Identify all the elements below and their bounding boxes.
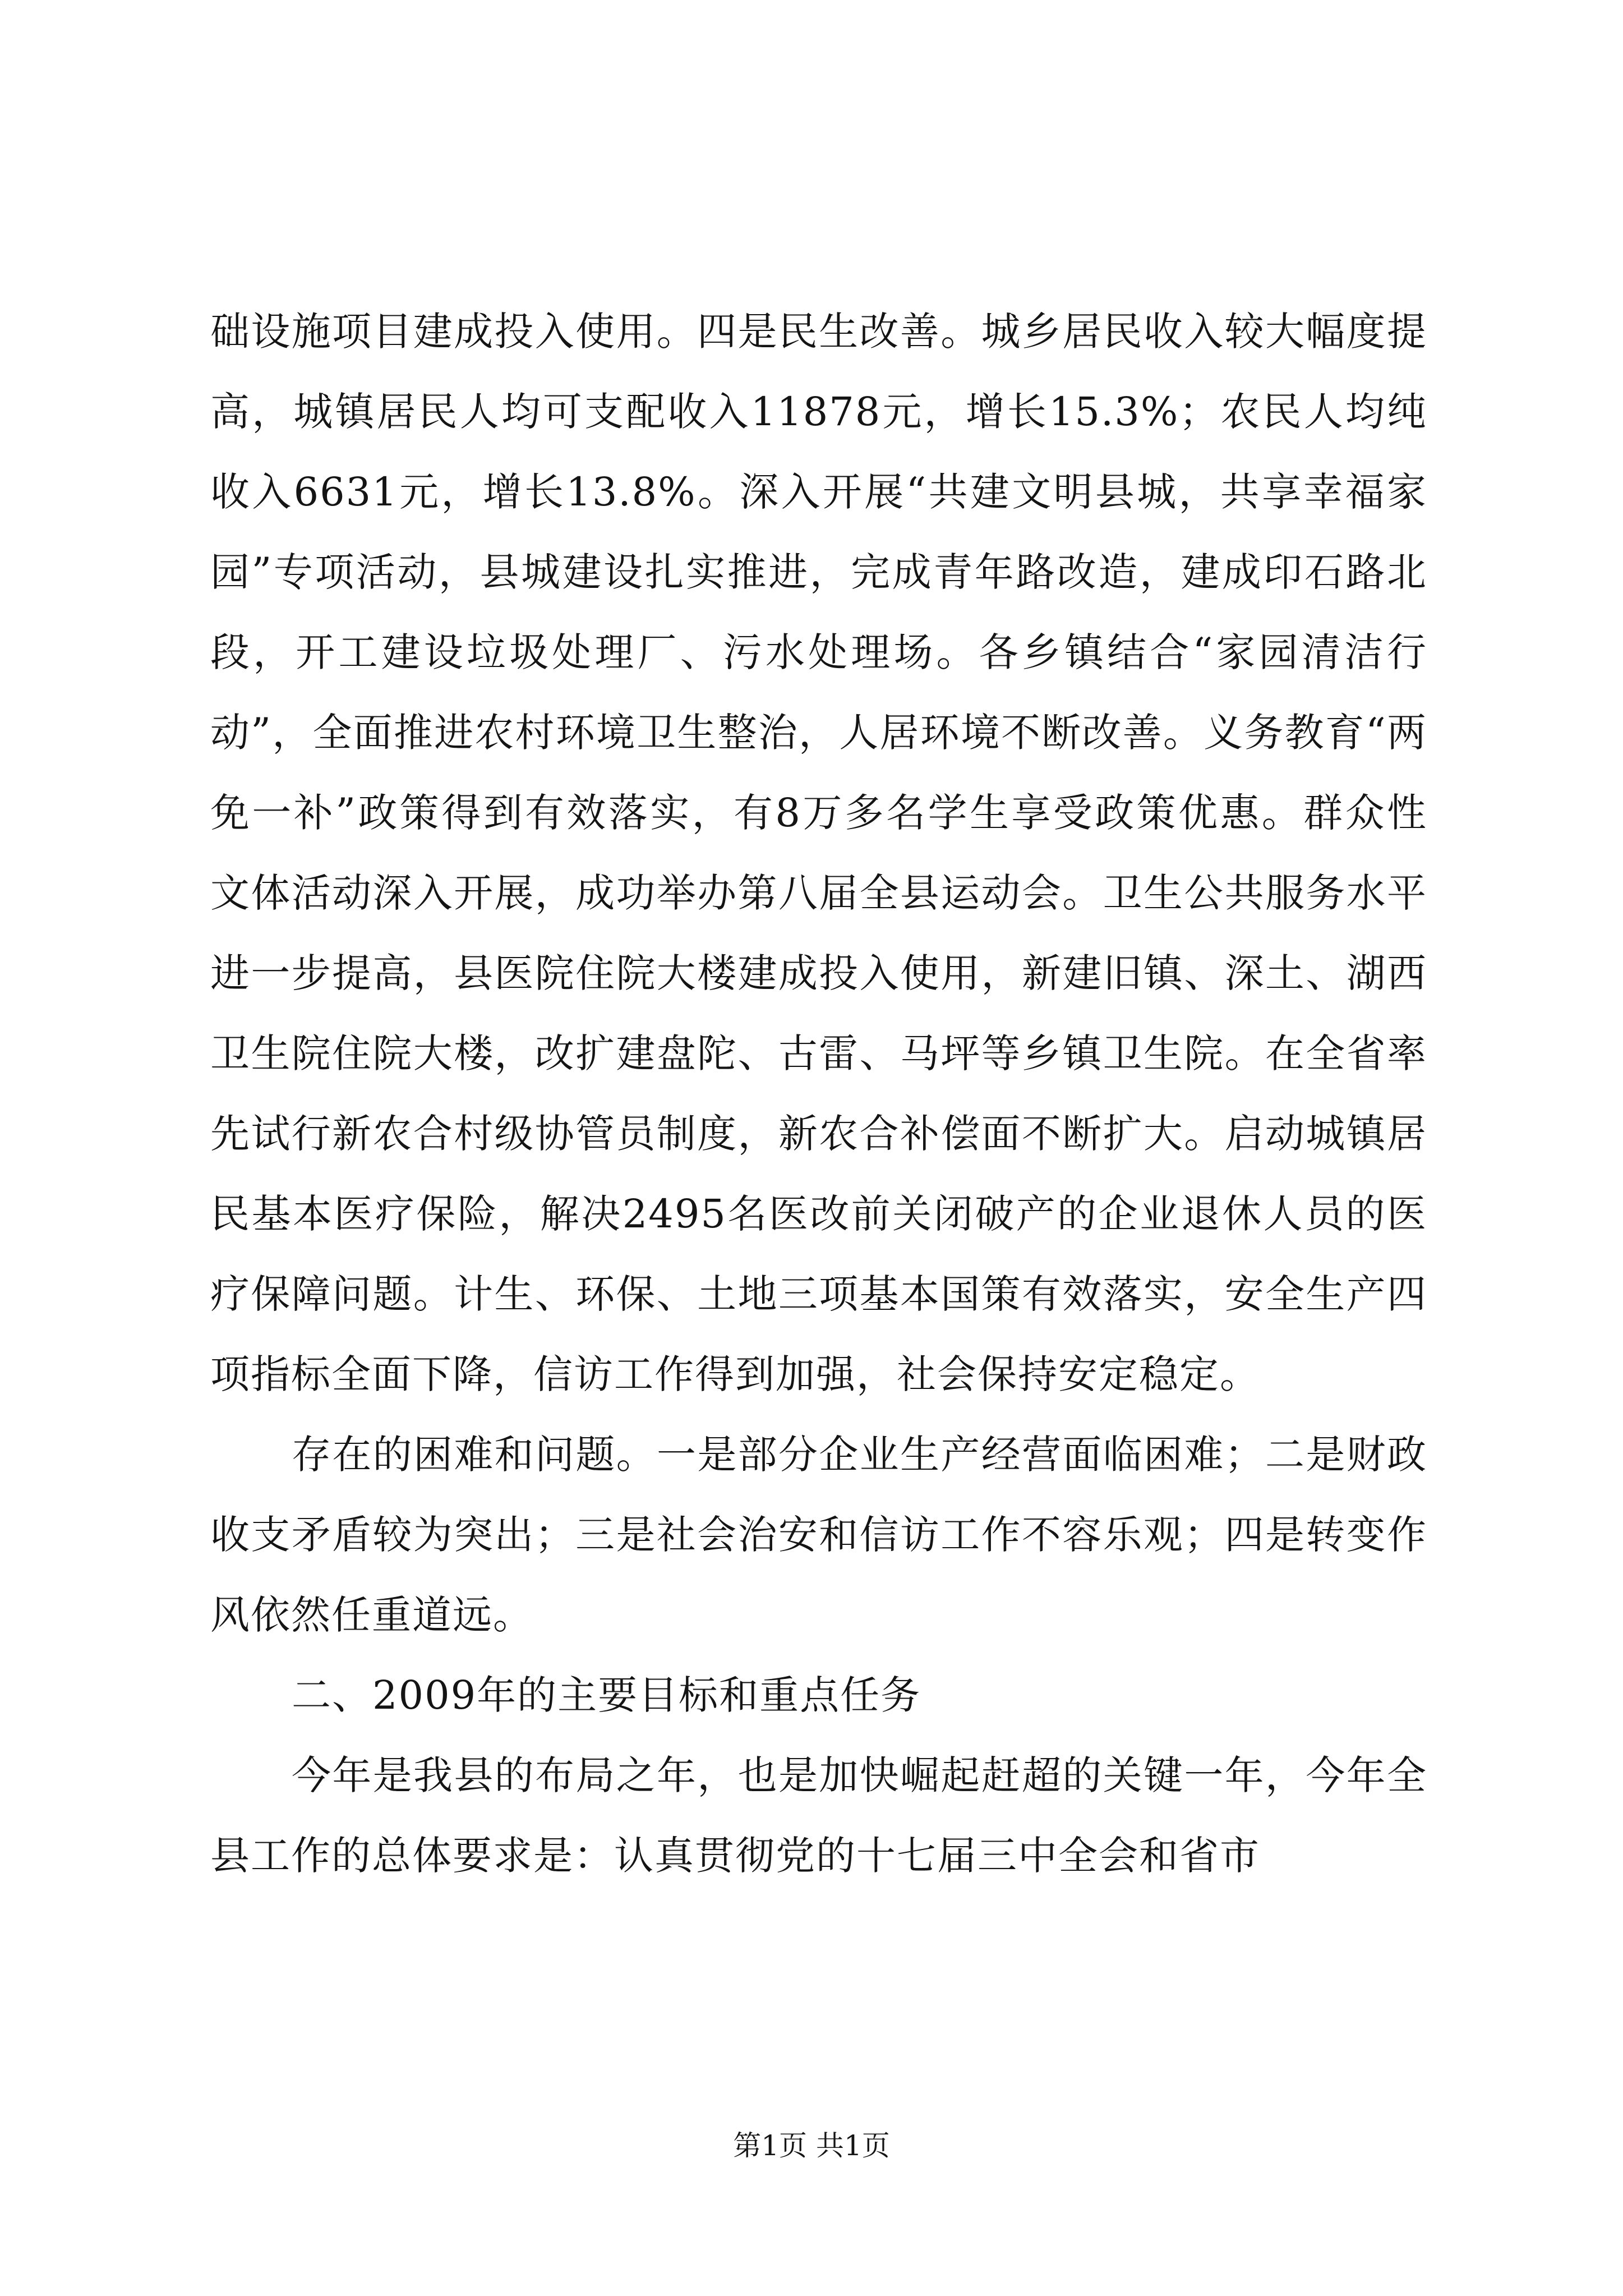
section-heading: 二、2009年的主要目标和重点任务	[292, 1672, 921, 1718]
paragraph-continued: 础设施项目建成投入使用。四是民生改善。城乡居民收入较大幅度提高，城镇居民人均可支配收入11878元，增长15.3%；农民人均纯收入6631元，增长13.8%。深入开展“共建文明县城，共享幸福家园”专项活动，县城建设扎实推进，完成青年路改造，建成印石路北段，开工建设垃圾处理厂、污水处理场。各乡镇结合“家园清洁行动”，全面推进农村环境卫生整治，人居环境不断改善。义务教育“两免一补”政策得到有效落实，有8万多名学生享受政策优惠。群众性文体活动深入开展，成功举办第八届全县运动会。卫生公共服务水平进一步提高，县医院住院大楼建成投入使用，新建旧镇、深土、湖西卫生院住院大楼，改扩建盘陀、古雷、马坪等乡镇卫生院。在全省率先试行新农合村级协管员制度，新农合补偿面不断扩大。启动城镇居民基本医疗保险，解决2495名医改前关闭破产的企业退休人员的医疗保障问题。计生、环保、土地三项基本国策有效落实，安全生产四项指标全面下降，信访工作得到加强，社会保持安定稳定。	[210, 309, 1427, 1397]
paragraph-difficulties: 存在的困难和问题。一是部分企业生产经营面临困难；二是财政收支矛盾较为突出；三是社会治安和信访工作不容乐观；四是转变作风依然任重道远。	[210, 1432, 1427, 1638]
paragraph-intro: 今年是我县的布局之年，也是加快崛起赶超的关键一年，今年全县工作的总体要求是：认真贯彻党的十七届三中全会和省市	[210, 1752, 1427, 1879]
page-footer: 第1页 共1页	[733, 2129, 890, 2162]
document-body	[210, 292, 1427, 1896]
